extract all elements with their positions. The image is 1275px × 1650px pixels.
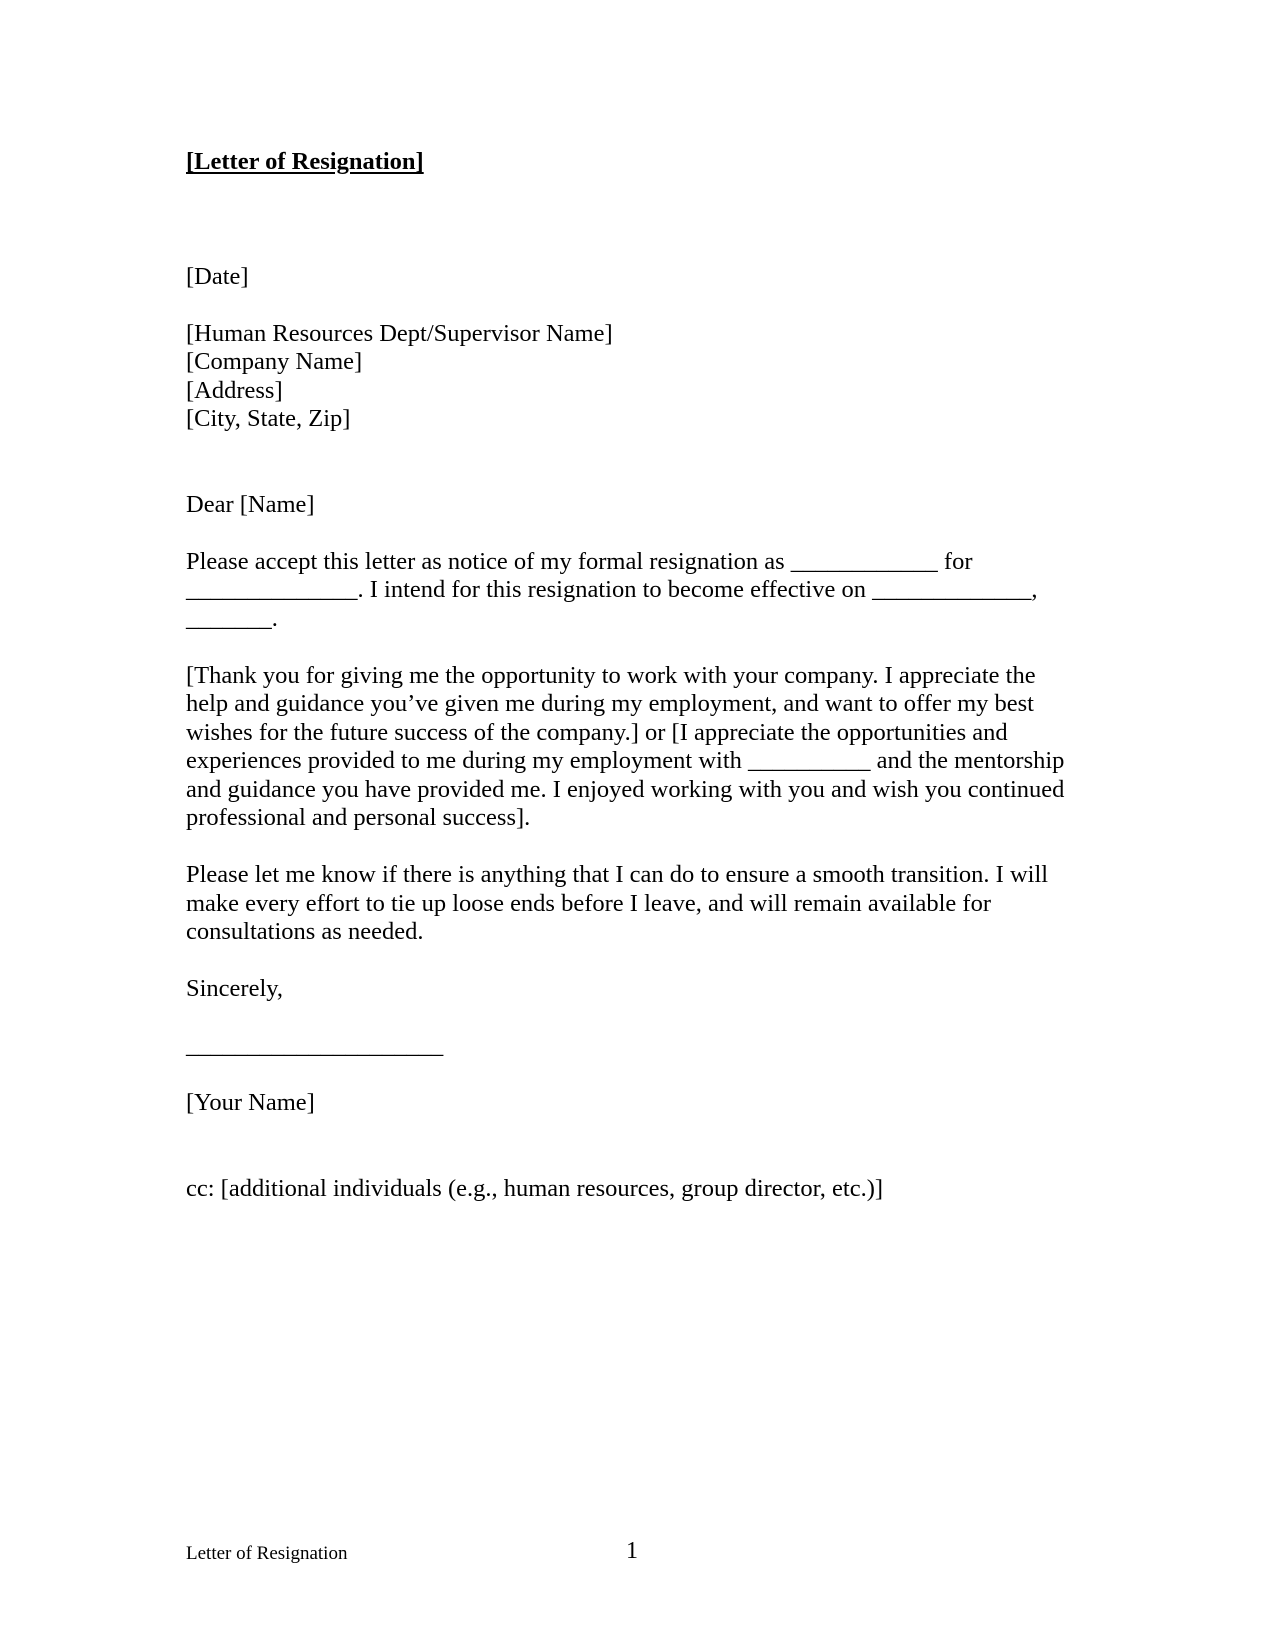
recipient-street: [Address] <box>186 376 283 404</box>
paragraph-line: _______. <box>186 604 278 632</box>
paragraph-line: consultations as needed. <box>186 918 424 945</box>
paragraph-line: and guidance you have provided me. I enjoyed working with you and wish you continued <box>186 775 1065 803</box>
paragraph-line: experiences provided to me during my employment with __________ and the mentorship <box>186 747 1065 774</box>
recipient-address <box>186 320 1086 434</box>
paragraph-line: ______________. I intend for this resignation to become effective on _____________, <box>186 576 1038 603</box>
page-footer <box>186 1540 1086 1568</box>
letter-date: [Date] <box>186 262 249 290</box>
paragraph-transition <box>186 861 1086 947</box>
cc-line: cc: [additional individuals (e.g., human resources, group director, etc.)] <box>186 1174 884 1202</box>
closing: Sincerely, <box>186 975 284 1002</box>
letter-body <box>186 148 1086 1203</box>
recipient-company: [Company Name] <box>186 348 363 375</box>
salutation: Dear [Name] <box>186 490 315 518</box>
paragraph-notice <box>186 548 1086 634</box>
paragraph-line: make every effort to tie up loose ends before I leave, and will remain available for <box>186 889 991 917</box>
paragraph-line: wishes for the future success of the company.] or [I appreciate the opportunities and <box>186 718 1008 746</box>
document-title: [Letter of Resignation] <box>186 148 424 175</box>
signature-line: _____________________ <box>186 1032 444 1059</box>
page-number: 1 <box>626 1538 638 1564</box>
paragraph-line: help and guidance you’ve given me during my employment, and want to offer my best <box>186 690 1034 717</box>
paragraph-line: Please accept this letter as notice of my formal resignation as ____________ for <box>186 547 973 575</box>
recipient-name: [Human Resources Dept/Supervisor Name] <box>186 319 613 347</box>
paragraph-line: [Thank you for giving me the opportunity to work with your company. I appreciate the <box>186 661 1036 689</box>
paragraph-line: professional and personal success]. <box>186 804 531 831</box>
footer-title: Letter of Resignation <box>186 1543 348 1564</box>
sender-name: [Your Name] <box>186 1089 315 1116</box>
paragraph-thanks <box>186 662 1086 833</box>
recipient-city-state-zip: [City, State, Zip] <box>186 405 351 432</box>
paragraph-line: Please let me know if there is anything that I can do to ensure a smooth transition. I will <box>186 861 1049 888</box>
